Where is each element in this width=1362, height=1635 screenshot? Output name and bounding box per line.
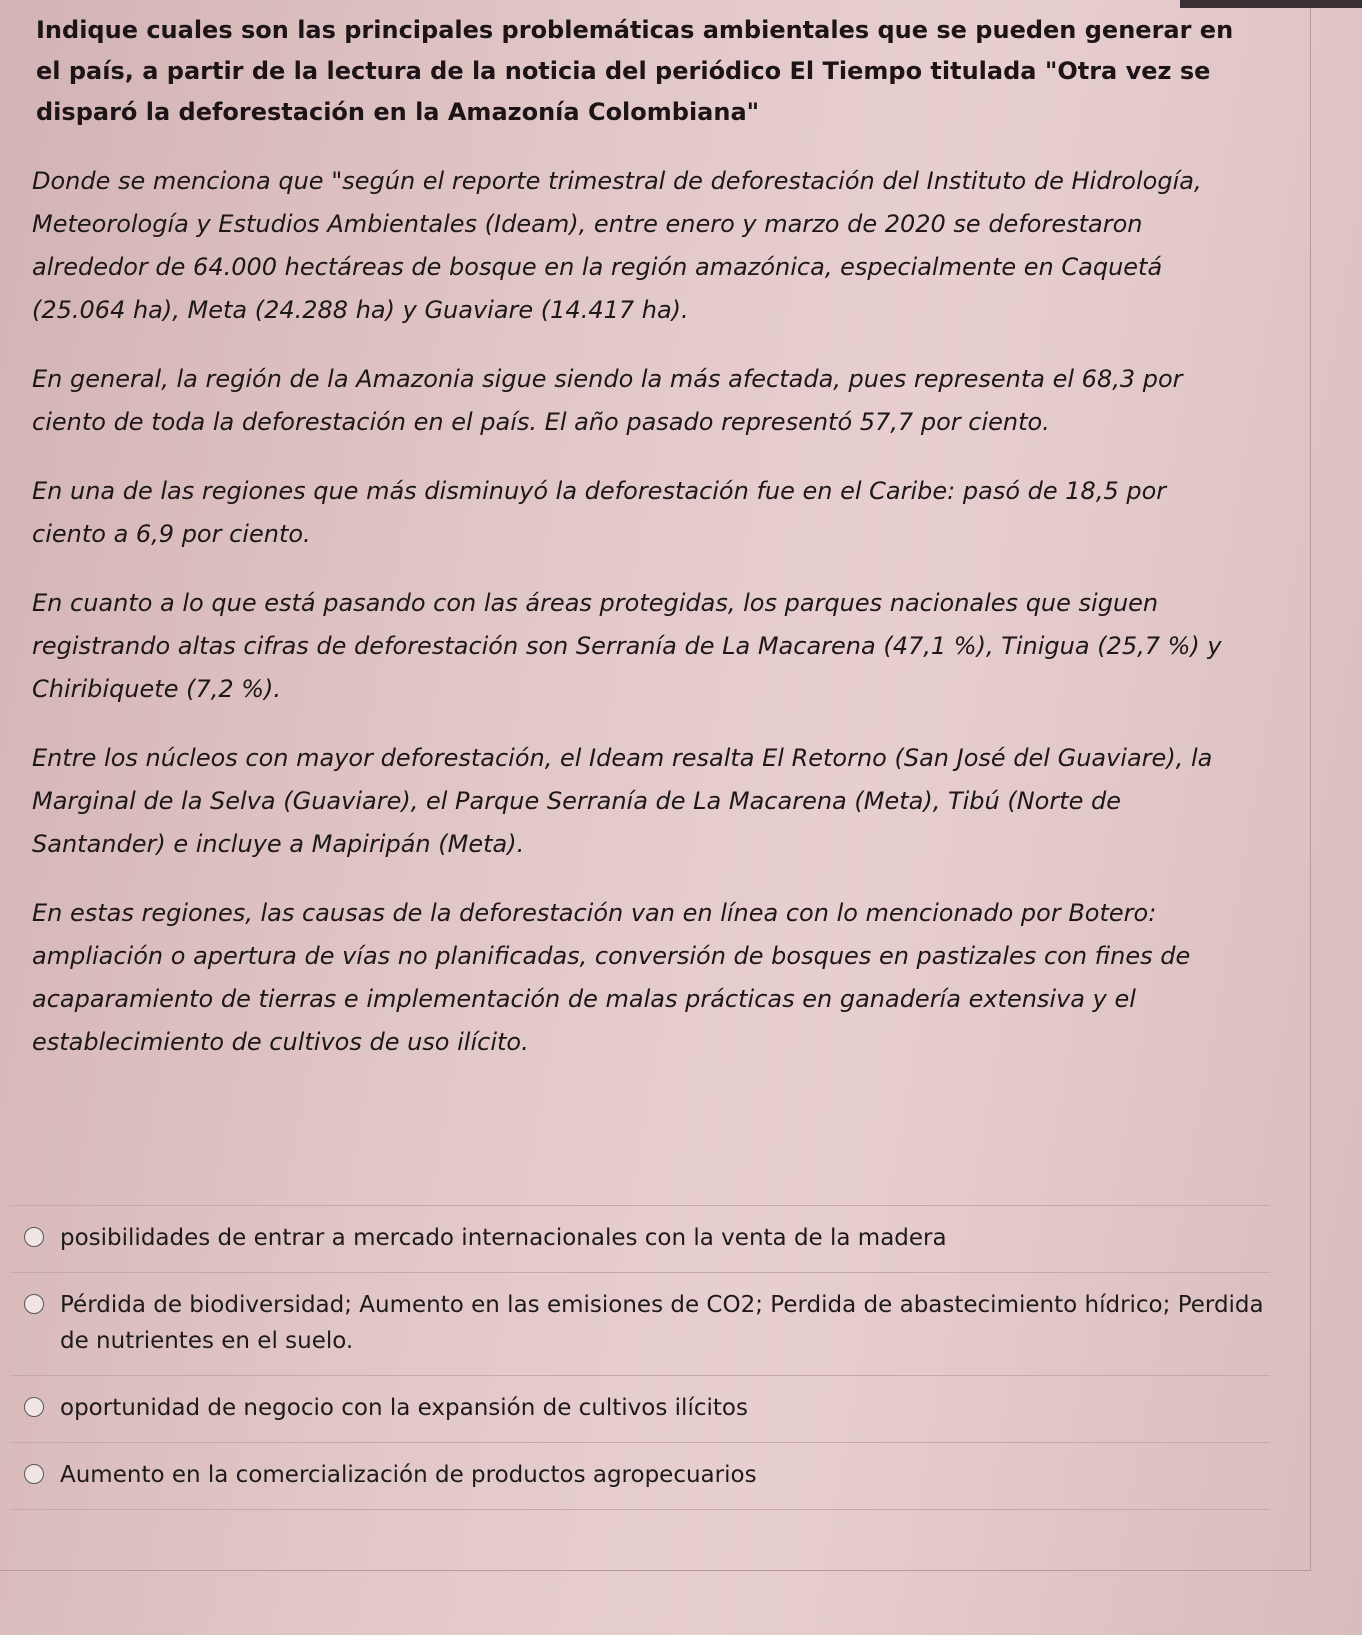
answer-option-2[interactable]: [10, 1272, 1270, 1375]
radio-button-icon[interactable]: [24, 1294, 44, 1314]
passage-paragraph-4: En cuanto a lo que está pasando con las áreas protegidas, los parques nacionales que siguen registrando altas cifras de deforestación son Serranía de La Macarena (47,1 %), Tinigua (25,7 %) y Chiribiquete (7,2 %).: [32, 589, 1222, 703]
answer-option-3[interactable]: [10, 1375, 1270, 1442]
answer-option-1[interactable]: [10, 1205, 1270, 1272]
top-bar: [1180, 0, 1362, 8]
passage-paragraph-1: Donde se menciona que "según el reporte trimestral de deforestación del Instituto de Hidrología, Meteorología y Estudios Ambientales (Ideam), entre enero y marzo de 2020 se deforestaron alrededor de 64.000 hectáreas de bosque en la región amazónica, especialmente en Caquetá (25.064 ha), Meta (24.288 ha) y Guaviare (14.417 ha).: [32, 167, 1202, 324]
radio-button-icon[interactable]: [24, 1397, 44, 1417]
answer-option-label[interactable]: oportunidad de negocio con la expansión de cultivos ilícitos: [60, 1395, 748, 1421]
radio-button-icon[interactable]: [24, 1464, 44, 1484]
news-passage: [32, 160, 1242, 1090]
passage-paragraph-3: En una de las regiones que más disminuyó la deforestación fue en el Caribe: pasó de 18,5 por ciento a 6,9 por ciento.: [32, 477, 1167, 548]
answer-option-4[interactable]: [10, 1442, 1270, 1510]
question-text: Indique cuales son las principales problemáticas ambientales que se pueden generar en el país, a partir de la lectura de la noticia del periódico El Tiempo titulada "Otra vez se disparó la deforestación en la Amazonía Colombiana": [36, 16, 1234, 126]
passage-paragraph-2: En general, la región de la Amazonia sigue siendo la más afectada, pues representa el 68,3 por ciento de toda la deforestación en el país. El año pasado representó 57,7 por ciento.: [32, 365, 1183, 436]
passage-paragraph-5: Entre los núcleos con mayor deforestación, el Ideam resalta El Retorno (San José del Guaviare), la Marginal de la Selva (Guaviare), el Parque Serranía de La Macarena (Meta), Tibú (Norte de Santander) e incluye a Mapiripán (Meta).: [32, 744, 1213, 858]
answer-option-label[interactable]: Aumento en la comercialización de productos agropecuarios: [60, 1462, 757, 1488]
answer-option-label[interactable]: Pérdida de biodiversidad; Aumento en las emisiones de CO2; Perdida de abastecimiento hídrico; Perdida de nutrientes en el suelo.: [60, 1292, 1264, 1354]
answer-option-label[interactable]: posibilidades de entrar a mercado internacionales con la venta de la madera: [60, 1225, 947, 1251]
radio-button-icon[interactable]: [24, 1227, 44, 1247]
answer-options: [10, 1205, 1270, 1510]
passage-paragraph-6: En estas regiones, las causas de la deforestación van en línea con lo mencionado por Botero: ampliación o apertura de vías no planificadas, conversión de bosques en pastizales con fines de acaparamiento de tierras e implementación de malas prácticas en ganadería extensiva y el establecimiento de cultivos de uso ilícito.: [32, 899, 1191, 1056]
